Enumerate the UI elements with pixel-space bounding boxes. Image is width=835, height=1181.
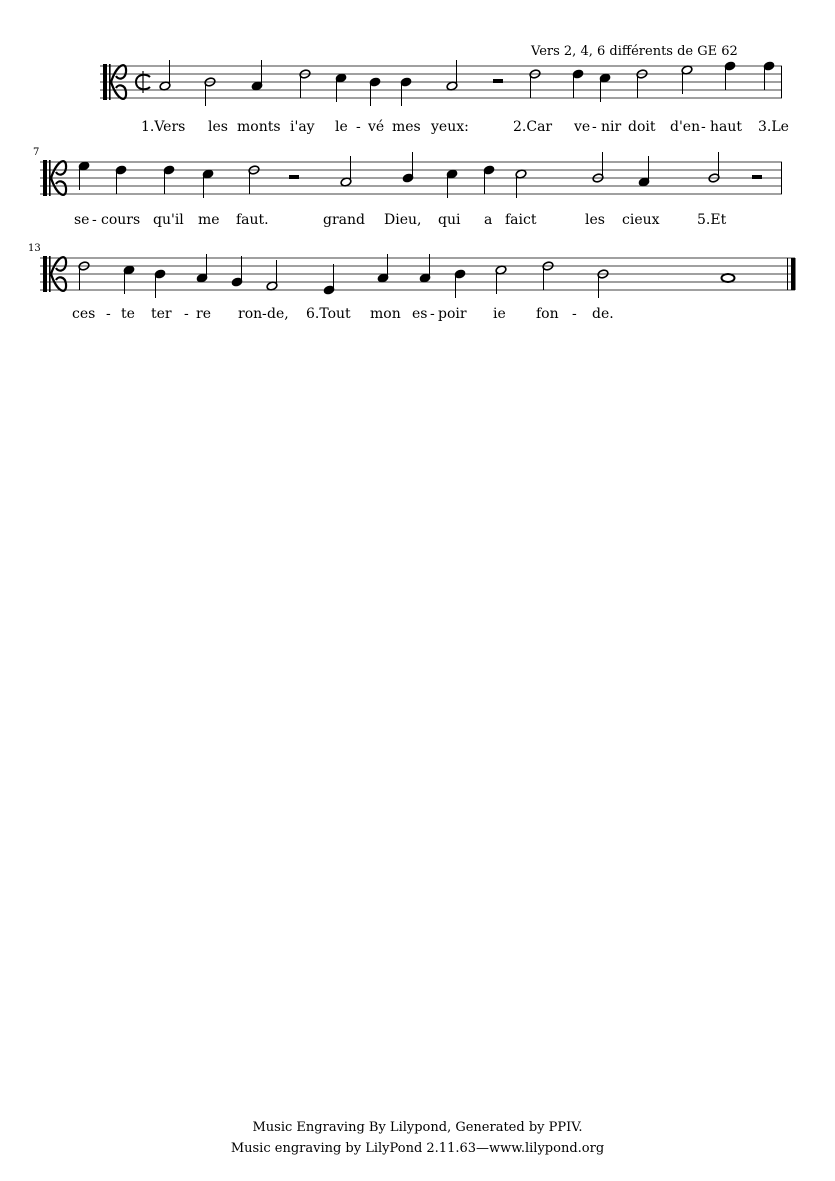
lyric-syllable: les bbox=[585, 212, 605, 228]
lyric-syllable: 2.Car bbox=[513, 119, 553, 135]
lyric-syllable: Dieu, bbox=[384, 212, 422, 228]
lyric-syllable: mes bbox=[392, 119, 421, 135]
notes-system-2 bbox=[78, 152, 762, 198]
system-number-3: 13 bbox=[28, 243, 41, 254]
lyric-syllable: fon bbox=[536, 306, 559, 322]
header-note: Vers 2, 4, 6 différents de GE 62 bbox=[531, 44, 738, 59]
lyric-syllable: 3.Le bbox=[758, 119, 789, 135]
lyric-syllable: 1.Vers bbox=[141, 119, 186, 135]
staff-3 bbox=[40, 258, 795, 290]
lyric-hyphen: - bbox=[184, 306, 189, 322]
lyric-hyphen: - bbox=[572, 306, 577, 322]
lyric-syllable: me bbox=[198, 212, 220, 228]
footer-credit-2: Music engraving by LilyPond 2.11.63—www.lilypond.org bbox=[230, 1141, 605, 1156]
lyric-hyphen: - bbox=[430, 306, 435, 322]
lyric-syllable: a bbox=[484, 212, 493, 228]
lyric-syllable: mon bbox=[370, 306, 401, 322]
lyric-syllable: ve bbox=[574, 119, 591, 135]
lyric-syllable: cours bbox=[101, 212, 141, 228]
lyric-syllable: ter bbox=[151, 306, 172, 322]
notes-system-3 bbox=[78, 254, 734, 298]
lyric-syllable: les bbox=[208, 119, 228, 135]
lyric-syllable: i'ay bbox=[290, 119, 315, 135]
lyric-syllable: te bbox=[121, 306, 135, 322]
lyric-syllable: ron bbox=[238, 306, 263, 322]
footer-credit-1: Music Engraving By Lilypond, Generated by PPIV. bbox=[252, 1120, 583, 1135]
lyric-syllable: poir bbox=[438, 306, 467, 322]
lyric-hyphen: - bbox=[356, 119, 361, 135]
lyric-syllable: ces bbox=[72, 306, 96, 322]
lyric-syllable: grand bbox=[323, 212, 365, 228]
lyric-syllable: nir bbox=[601, 119, 622, 135]
lyric-syllable: le bbox=[335, 119, 348, 135]
lyric-syllable: faict bbox=[505, 212, 537, 228]
lyric-syllable: se bbox=[74, 212, 90, 228]
lyric-syllable: qui bbox=[438, 212, 461, 228]
system-number-2: 7 bbox=[33, 147, 40, 158]
lyric-syllable: 6.Tout bbox=[306, 306, 351, 322]
lyric-syllable: monts bbox=[237, 119, 281, 135]
lyric-hyphen: - bbox=[262, 306, 267, 322]
staff-1 bbox=[100, 66, 782, 98]
lyric-syllable: qu'il bbox=[153, 212, 184, 228]
lyric-syllable: ie bbox=[493, 306, 506, 322]
music-score bbox=[0, 0, 835, 340]
lyric-syllable: d'en bbox=[670, 119, 701, 135]
lyric-syllable: re bbox=[196, 306, 211, 322]
lyric-syllable: cieux bbox=[622, 212, 660, 228]
lyric-hyphen: - bbox=[701, 119, 706, 135]
lyric-syllable: yeux: bbox=[431, 119, 469, 135]
notes-system-1 bbox=[159, 60, 775, 106]
lyric-syllable: vé bbox=[368, 119, 385, 135]
lyric-syllable: faut. bbox=[236, 212, 269, 228]
lyric-syllable: doit bbox=[628, 119, 656, 135]
lyric-hyphen: - bbox=[106, 306, 111, 322]
lyric-syllable: de, bbox=[267, 306, 289, 322]
lyric-syllable: es bbox=[412, 306, 428, 322]
lyric-hyphen: - bbox=[592, 119, 597, 135]
lyric-syllable: haut bbox=[710, 119, 743, 135]
lyric-syllable: de. bbox=[592, 306, 614, 322]
lyric-hyphen: - bbox=[92, 212, 97, 228]
lyric-syllable: 5.Et bbox=[697, 212, 727, 228]
